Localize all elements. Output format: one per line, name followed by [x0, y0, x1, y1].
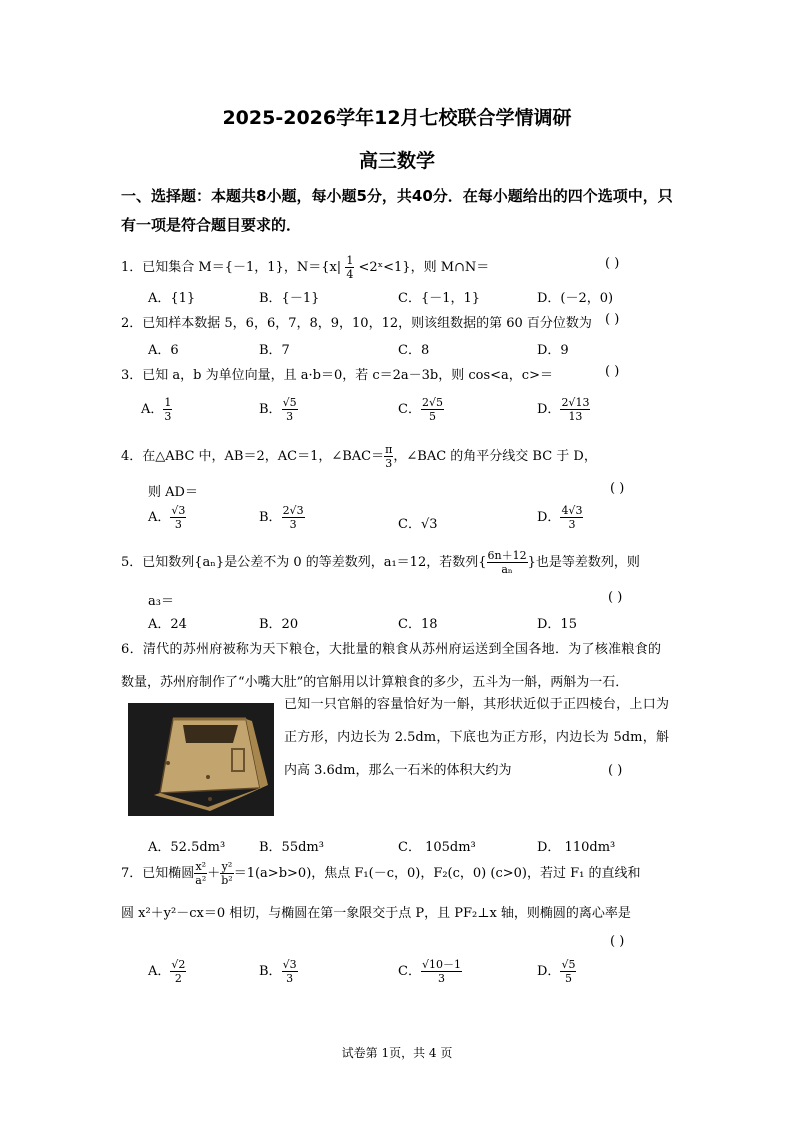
q3-option-c: C． $\frac{2√5}{5}$	[398, 396, 443, 423]
question-1	[121, 254, 489, 281]
q1-option-b: B．{－1}	[259, 291, 320, 306]
question-7-line2: 圆 x²＋y²－cx＝0 相切，与椭圆在第一象限交于点 P，且 PF₂⊥x 轴，则椭圆的离心率是	[121, 906, 631, 921]
answer-paren: ( )	[605, 364, 620, 379]
q7-option-c: C． $\frac{√10-1}{3}$	[398, 958, 461, 985]
question-5: 5．已知数列{aₙ}是公差不为 0 的等差数列，a₁＝12，若数列{ $\frac{6n+12}{\text{aₙ}}$ }也是等差数列，则	[121, 549, 640, 576]
answer-paren: ( )	[605, 312, 620, 327]
q1-option-a: A．{1}	[148, 291, 196, 306]
q4-option-a: A． $\frac{√3}{3}$	[148, 504, 186, 531]
q1-stem-b: M＝{－1，1}，N＝{x|	[198, 260, 342, 275]
q1-option-d: D．(－2，0)	[537, 291, 614, 306]
q2-option-a: A．6	[148, 343, 179, 358]
question-7: 7．已知椭圆 $\frac{\text{x²}}{\text{a²}}$ ＋ $\frac{\text{y²}}{\text{b²}}$ ＝1(a>b>0)，焦点 F₁(－c，0)，F₂(c，0) (c>0)，若过 F₁ 的直线和	[121, 860, 641, 887]
q6-option-d: D． 110dm³	[537, 840, 616, 855]
q6-option-a: A．52.5dm³	[148, 840, 226, 855]
grain-measure-photo	[128, 703, 274, 816]
q1-option-c: C．{－1，1}	[398, 291, 481, 306]
q5-option-d: D．15	[537, 617, 577, 632]
q2-option-c: C．8	[398, 343, 430, 358]
answer-paren: ( )	[608, 763, 623, 778]
question-6-body: 已知一只官斛的容量恰好为一斛，其形状近似于正四棱台，上口为正方形，内边长为 2.5dm，下底也为正方形，内边长为 5dm，斛内高 3.6dm，那么一石米的体积大约为	[284, 697, 669, 778]
exam-subtitle: 高三数学	[358, 150, 435, 172]
q6-option-c: C． 105dm³	[398, 840, 476, 855]
exam-title: 2025-2026学年12月七校联合学情调研	[222, 107, 572, 129]
q3-option-d: D． $\frac{2√13}{13}$	[537, 396, 590, 423]
q5-option-b: B．20	[259, 617, 299, 632]
section-heading: 一、选择题：本题共8小题，每小题5分，共40分．在每小题给出的四个选项中，只有一项是符合题目要求的．	[121, 187, 673, 234]
q2-option-d: D．9	[537, 343, 569, 358]
q7-option-d: D． $\frac{√5}{5}$	[537, 958, 576, 985]
q4-option-d: D． $\frac{4√3}{3}$	[537, 504, 583, 531]
q3-option-a: A． $\frac{1}{3}$	[141, 396, 172, 423]
q1-stem-c: <2ˣ<1}，则 M∩N＝	[358, 260, 490, 275]
question-2: 2．已知样本数据 5，6，6，7，8，9，10，12，则该组数据的第 60 百分位数为	[121, 316, 592, 331]
question-6-intro: 6．清代的苏州府被称为天下粮仓，大批量的粮食从苏州府运送到全国各地．为了核准粮食的数量，苏州府制作了“小嘴大肚”的官斛用以计算粮食的多少，五斗为一斛，两斛为一石．	[121, 642, 661, 690]
q4-option-c: C．√3	[398, 517, 438, 532]
question-5-tail: a₃＝	[148, 594, 174, 609]
q5-option-a: A．24	[148, 617, 187, 632]
page-footer: 试卷第 1页，共 4 页	[341, 1046, 453, 1060]
q3-option-b: B． $\frac{√5}{3}$	[259, 396, 297, 423]
question-4-tail: 则 AD＝	[148, 485, 198, 500]
q5-option-c: C．18	[398, 617, 438, 632]
q4-option-b: B． $\frac{2√3}{3}$	[259, 504, 304, 531]
question-4: 4．在△ABC 中，AB＝2，AC＝1，∠BAC＝ $\frac{\pi}{3}$ ，∠BAC 的角平分线交 BC 于 D，	[121, 443, 597, 470]
q1-fraction: $\frac{1}{4}$	[346, 254, 354, 281]
question-3: 3．已知 a，b 为单位向量，且 a·b＝0，若 c＝2a－3b，则 cos<a，c>＝	[121, 368, 553, 383]
answer-paren: ( )	[610, 481, 625, 496]
answer-paren: ( )	[610, 934, 625, 949]
q1-stem-a: 1．已知集合	[121, 260, 195, 275]
q7-option-b: B． $\frac{√3}{3}$	[259, 958, 297, 985]
q6-option-b: B．55dm³	[259, 840, 324, 855]
q7-option-a: A． $\frac{√2}{2}$	[148, 958, 186, 985]
q2-option-b: B．7	[259, 343, 290, 358]
answer-paren: ( )	[608, 590, 623, 605]
answer-paren: ( )	[605, 256, 620, 271]
